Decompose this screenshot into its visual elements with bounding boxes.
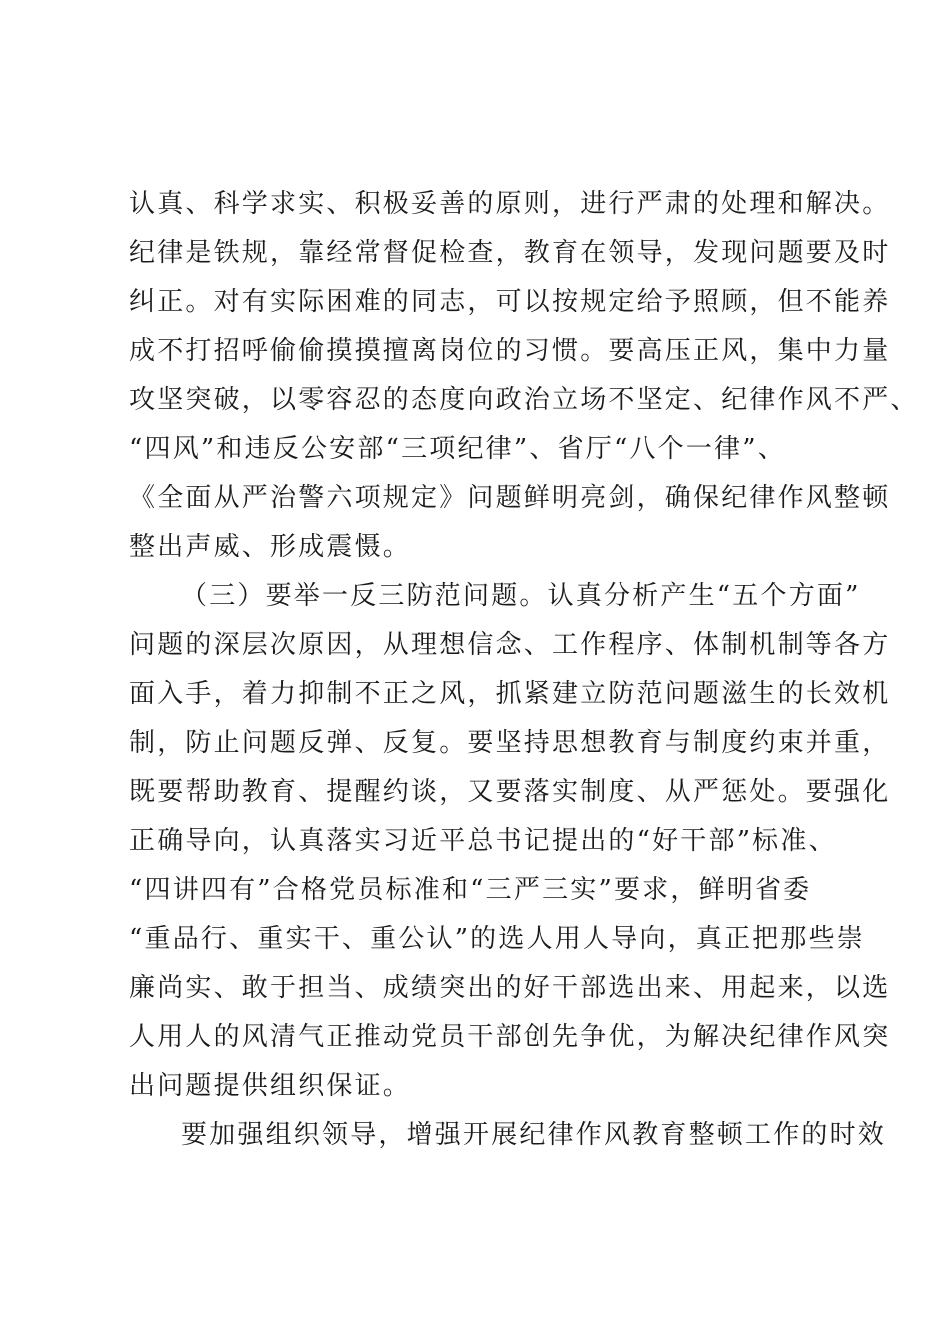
text-line: “四讲四有”合格党员标准和“三严三实”要求，鲜明省委	[129, 875, 812, 905]
text-line: 攻坚突破，以零容忍的态度向政治立场不坚定、纪律作风不严、	[129, 385, 919, 415]
text-line: 整出声威、形成震慑。	[129, 532, 412, 562]
text-line: “重品行、重实干、重公认”的选人用人导向，真正把那些崇	[129, 924, 865, 954]
document-body	[129, 180, 919, 1160]
text-line: 纪律是铁规，靠经常督促检查，教育在领导，发现问题要及时	[129, 238, 891, 268]
text-line: 人用人的风清气正推动党员干部创先争优，为解决纪律作风突	[129, 1022, 891, 1052]
text-line: 制，防止问题反弹、反复。要坚持思想教育与制度约束并重，	[129, 728, 891, 758]
text-line: 《全面从严治警六项规定》问题鲜明亮剑，确保纪律作风整顿	[129, 483, 891, 513]
text-line: 正确导向，认真落实习近平总书记提出的“好干部”标准、	[129, 826, 837, 856]
paragraph-start-line: 要加强组织领导，增强开展纪律作风教育整顿工作的时效	[181, 1120, 887, 1150]
text-line: 出问题提供组织保证。	[129, 1071, 412, 1101]
paragraph-heading-line: （三）要举一反三防范问题。认真分析产生“五个方面”	[181, 581, 861, 611]
text-line: 既要帮助教育、提醒约谈，又要落实制度、从严惩处。要强化	[129, 777, 891, 807]
text-line: “四风”和违反公安部“三项纪律”、省厅“八个一律”、	[129, 434, 786, 464]
text-line: 面入手，着力抑制不正之风，抓紧建立防范问题滋生的长效机	[129, 679, 891, 709]
text-line: 纠正。对有实际困难的同志，可以按规定给予照顾，但不能养	[129, 287, 891, 317]
text-line: 问题的深层次原因，从理想信念、工作程序、体制机制等各方	[129, 630, 891, 660]
text-line: 成不打招呼偷偷摸摸擅离岗位的习惯。要高压正风，集中力量	[129, 336, 891, 366]
text-line: 廉尚实、敢于担当、成绩突出的好干部选出来、用起来，以选	[129, 973, 891, 1003]
text-line: 认真、科学求实、积极妥善的原则，进行严肃的处理和解决。	[129, 189, 891, 219]
